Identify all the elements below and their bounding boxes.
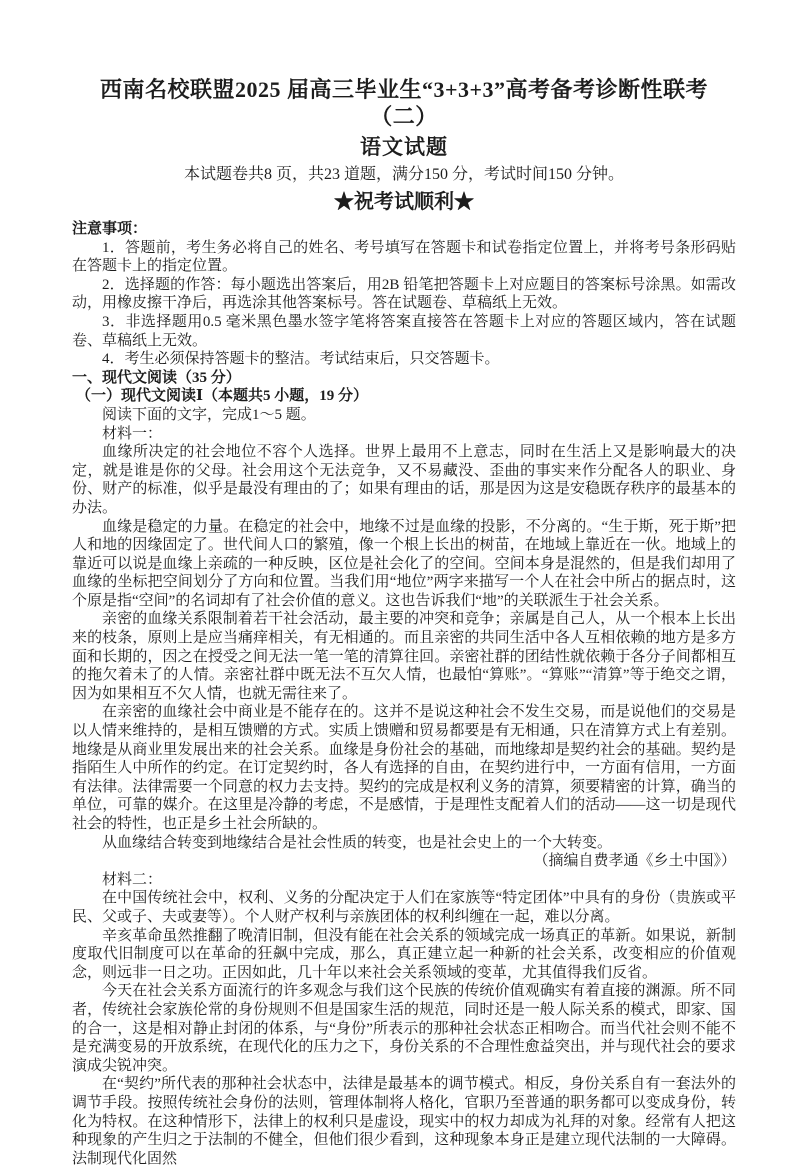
notice-item-2: 2．选择题的作答：每小题选出答案后，用2B 铅笔把答题卡上对应题目的答案标号涂黑。如需改动，用橡皮擦干净后，再选涂其他答案标号。答在试题卷、草稿纸上无效。 xyxy=(72,276,736,312)
notice-heading: 注意事项： xyxy=(72,221,148,237)
page-title: 西南名校联盟2025 届高三毕业生“3+3+3”高考备考诊断性联考（二） xyxy=(99,77,709,129)
notice-item-1: 1．答题前，考生务必将自己的姓名、考号填写在答题卡和试卷指定位置上，并将考号条形码贴在答题卡上的指定位置。 xyxy=(72,239,736,275)
material2-paragraph-3: 今天在社会关系方面流行的许多观念与我们这个民族的传统价值观确实有着直接的渊源。所不同者，传统社会家族伦常的身份规则不但是国家生活的规范，同时还是一般人际关系的模式，即家、国的合一，这是相对静止封闭的体系，与“身份”所表示的那种社会状态正相吻合。而当代社会则不能不是充满变易的开放系统，在现代化的压力之下，身份关系的不合理性愈益突出，并与现代社会的要求演成尖锐冲突。 xyxy=(72,983,736,1074)
material1-paragraph-3: 亲密的血缘关系限制着若干社会活动，最主要的冲突和竞争；亲属是自己人，从一个根本上长出来的枝条，原则上是应当痛痒相关，有无相通的。而且亲密的共同生活中各人互相依赖的地方是多方面和长期的，因之在授受之间无法一笔一笔的清算往回。亲密社群的团结性就依赖于各分子间都相互的拖欠着未了的人情。亲密社群中既无法不互欠人情，也最怕“算账”。“算账”“清算”等于绝交之谓，因为如果相互不欠人情，也就无需往来了。 xyxy=(72,611,736,702)
notice-item-4: 4．考生必须保持答题卡的整洁。考试结束后，只交答题卡。 xyxy=(102,351,500,368)
exam-wish-line: ★祝考试顺利★ xyxy=(334,191,474,213)
material2-paragraph-4: 在“契约”所代表的那种社会状态中，法律是最基本的调节模式。相反，身份关系自有一套法外的调节手段。按照传统社会身份的法则，管理体制将人格化，官职乃至普通的职务都可以变成身份，转化为特权。在这种情形下，法律上的权利只是虚设，现实中的权力却成为礼拜的对象。经常有人把这种现象的产生归之于法制的不健全，但他们很少看到，这种现象本身正是建立现代法制的一大障碍。法制现代化固然 xyxy=(72,1076,736,1167)
material1-paragraph-4: 在亲密的血缘社会中商业是不能存在的。这并不是说这种社会不发生交易，而是说他们的交易是以人情来维持的，是相互馈赠的方式。实质上馈赠和贸易都要是有无相通，只在清算方式上有差别。地缘是从商业里发展出来的社会关系。血缘是身份社会的基础，而地缘却是契约社会的基础。契约是指陌生人中所作的约定。在订定契约时，各人有选择的自由，在契约进行中，一方面有信用，一方面有法律。法律需要一个同意的权力去支持。契约的完成是权利义务的清算，须要精密的计算，确当的单位，可靠的媒介。在这里是冷静的考虑，不是感情，于是理性支配着人们的活动——这一切是现代社会的特性，也正是乡土社会所缺的。 xyxy=(72,704,736,832)
material1-label: 材料一： xyxy=(102,425,163,442)
material1-paragraph-2: 血缘是稳定的力量。在稳定的社会中，地缘不过是血缘的投影，不分离的。“生于斯，死于斯”把人和地的因缘固定了。世代间人口的繁殖，像一个根上长出的树苗，在地域上靠近在一伙。地域上的靠近可以说是血缘上亲疏的一种反映，区位是社会化了的空间。空间本身是混然的，但是我们却用了血缘的坐标把空间划分了方向和位置。当我们用“地位”两字来描写一个人在社会中所占的据点时，这个原是指“空间”的名词却有了社会价值的意义。这也告诉我们“地”的关联派生于社会关系。 xyxy=(72,518,736,609)
material2-paragraph-1: 在中国传统社会中，权利、义务的分配决定于人们在家族等“特定团体”中具有的身份（贵族或平民、父或子、夫或妻等）。个人财产权利与亲族团体的权利纠缠在一起，难以分离。 xyxy=(72,890,736,925)
document-body xyxy=(72,220,736,1168)
material1-paragraph-5: 从血缘结合转变到地缘结合是社会性质的转变，也是社会史上的一个大转变。 xyxy=(102,834,613,851)
reading-instruction: 阅读下面的文字，完成1～5 题。 xyxy=(102,406,316,423)
subsection-heading: （一）现代文阅读Ⅰ（本题共5 小题，19 分） xyxy=(76,388,369,405)
material2-label: 材料二： xyxy=(102,871,163,888)
material1-paragraph-1: 血缘所决定的社会地位不容个人选择。世界上最用不上意志，同时在生活上又是影响最大的决定，就是谁是你的父母。社会用这个无法竞争，又不易藏没、歪曲的事实来作分配各人的职业、身份、财产的标准，似乎是最没有理由的了；如果有理由的话，那是因为这是安稳既存秩序的最基本的办法。 xyxy=(72,444,736,516)
section-heading: 一、现代文阅读（35 分） xyxy=(72,369,241,386)
subject-title: 语文试题 xyxy=(360,135,448,159)
exam-info-line: 本试题卷共8 页，共23 道题，满分150 分，考试时间150 分钟。 xyxy=(183,166,624,183)
material2-paragraph-2: 辛亥革命虽然推翻了晚清旧制，但没有能在社会关系的领域完成一场真正的革新。如果说，新制度取代旧制度可以在革命的狂飙中完成，那么，真正建立起一种新的社会关系，改变相应的价值观念，则远非一日之功。正因如此，几十年以来社会关系领域的变革，尤其值得我们反省。 xyxy=(72,927,736,981)
notice-item-3: 3．非选择题用0.5 毫米黑色墨水签字笔将答案直接答在答题卡上对应的答题区域内，答在试题卷、草稿纸上无效。 xyxy=(72,313,736,349)
material1-attribution: （摘编自费孝通《乡土中国》） xyxy=(533,853,736,870)
